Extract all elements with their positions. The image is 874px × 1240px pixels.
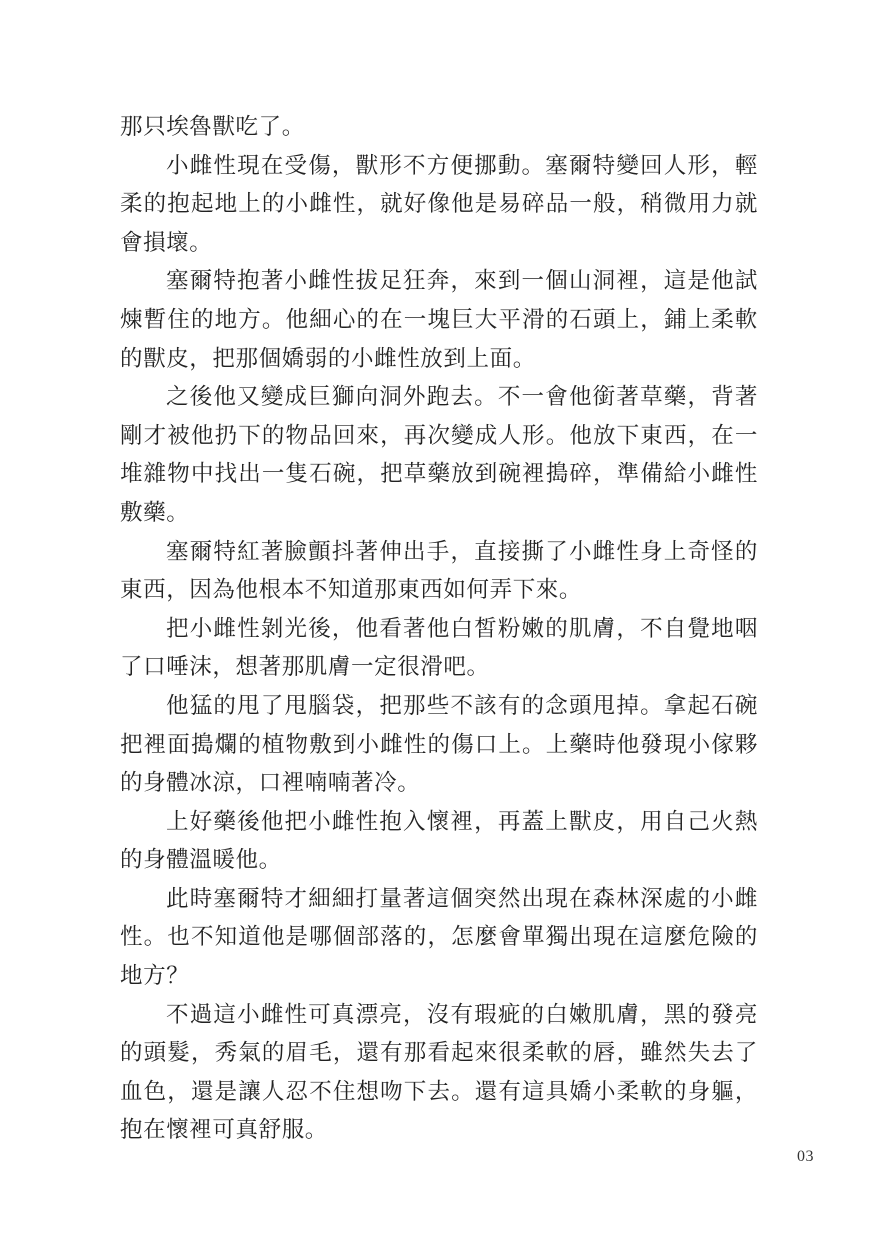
paragraph-continuation: 那只埃魯獸吃了。: [120, 114, 305, 140]
paragraph: 上好藥後他把小雌性抱入懷裡，再蓋上獸皮，用自己火熱的身體溫暖他。: [120, 808, 758, 874]
paragraph: 不過這小雌性可真漂亮，沒有瑕疵的白嫩肌膚，黑的發亮的頭髮，秀氣的眉毛，還有那看起來很柔軟的唇，雖然失去了血色，還是讓人忍不住想吻下去。還有這具嬌小柔軟的身軀，抱在懷裡可真舒服。: [120, 1001, 758, 1144]
page-number: 03: [797, 1148, 814, 1165]
paragraph: 他猛的甩了甩腦袋，把那些不該有的念頭甩掉。拿起石碗把裡面搗爛的植物敷到小雌性的傷口上。上藥時他發現小傢夥的身體冰涼，口裡喃喃著冷。: [120, 692, 758, 797]
paragraph: 塞爾特抱著小雌性拔足狂奔，來到一個山洞裡，這是他試煉暫住的地方。他細心的在一塊巨大平滑的石頭上，鋪上柔軟的獸皮，把那個嬌弱的小雌性放到上面。: [120, 268, 758, 372]
paragraph: 小雌性現在受傷，獸形不方便挪動。塞爾特變回人形，輕柔的抱起地上的小雌性，就好像他是易碎品一般，稍微用力就會損壞。: [120, 152, 758, 256]
paragraph: 之後他又變成巨獅向洞外跑去。不一會他銜著草藥，背著剛才被他扔下的物品回來，再次變成人形。他放下東西，在一堆雜物中找出一隻石碗，把草藥放到碗裡搗碎，準備給小雌性敷藥。: [120, 384, 758, 526]
body-text: [120, 108, 758, 1150]
paragraph: 塞爾特紅著臉顫抖著伸出手，直接撕了小雌性身上奇怪的東西，因為他根本不知道那東西如何弄下來。: [120, 538, 758, 604]
paragraph: 此時塞爾特才細細打量著這個突然出現在森林深處的小雌性。也不知道他是哪個部落的，怎麼會單獨出現在這麼危險的地方？: [120, 885, 758, 990]
paragraph: 把小雌性剝光後，他看著他白皙粉嫩的肌膚，不自覺地咽了口唾沫，想著那肌膚一定很滑吧。: [120, 615, 758, 681]
